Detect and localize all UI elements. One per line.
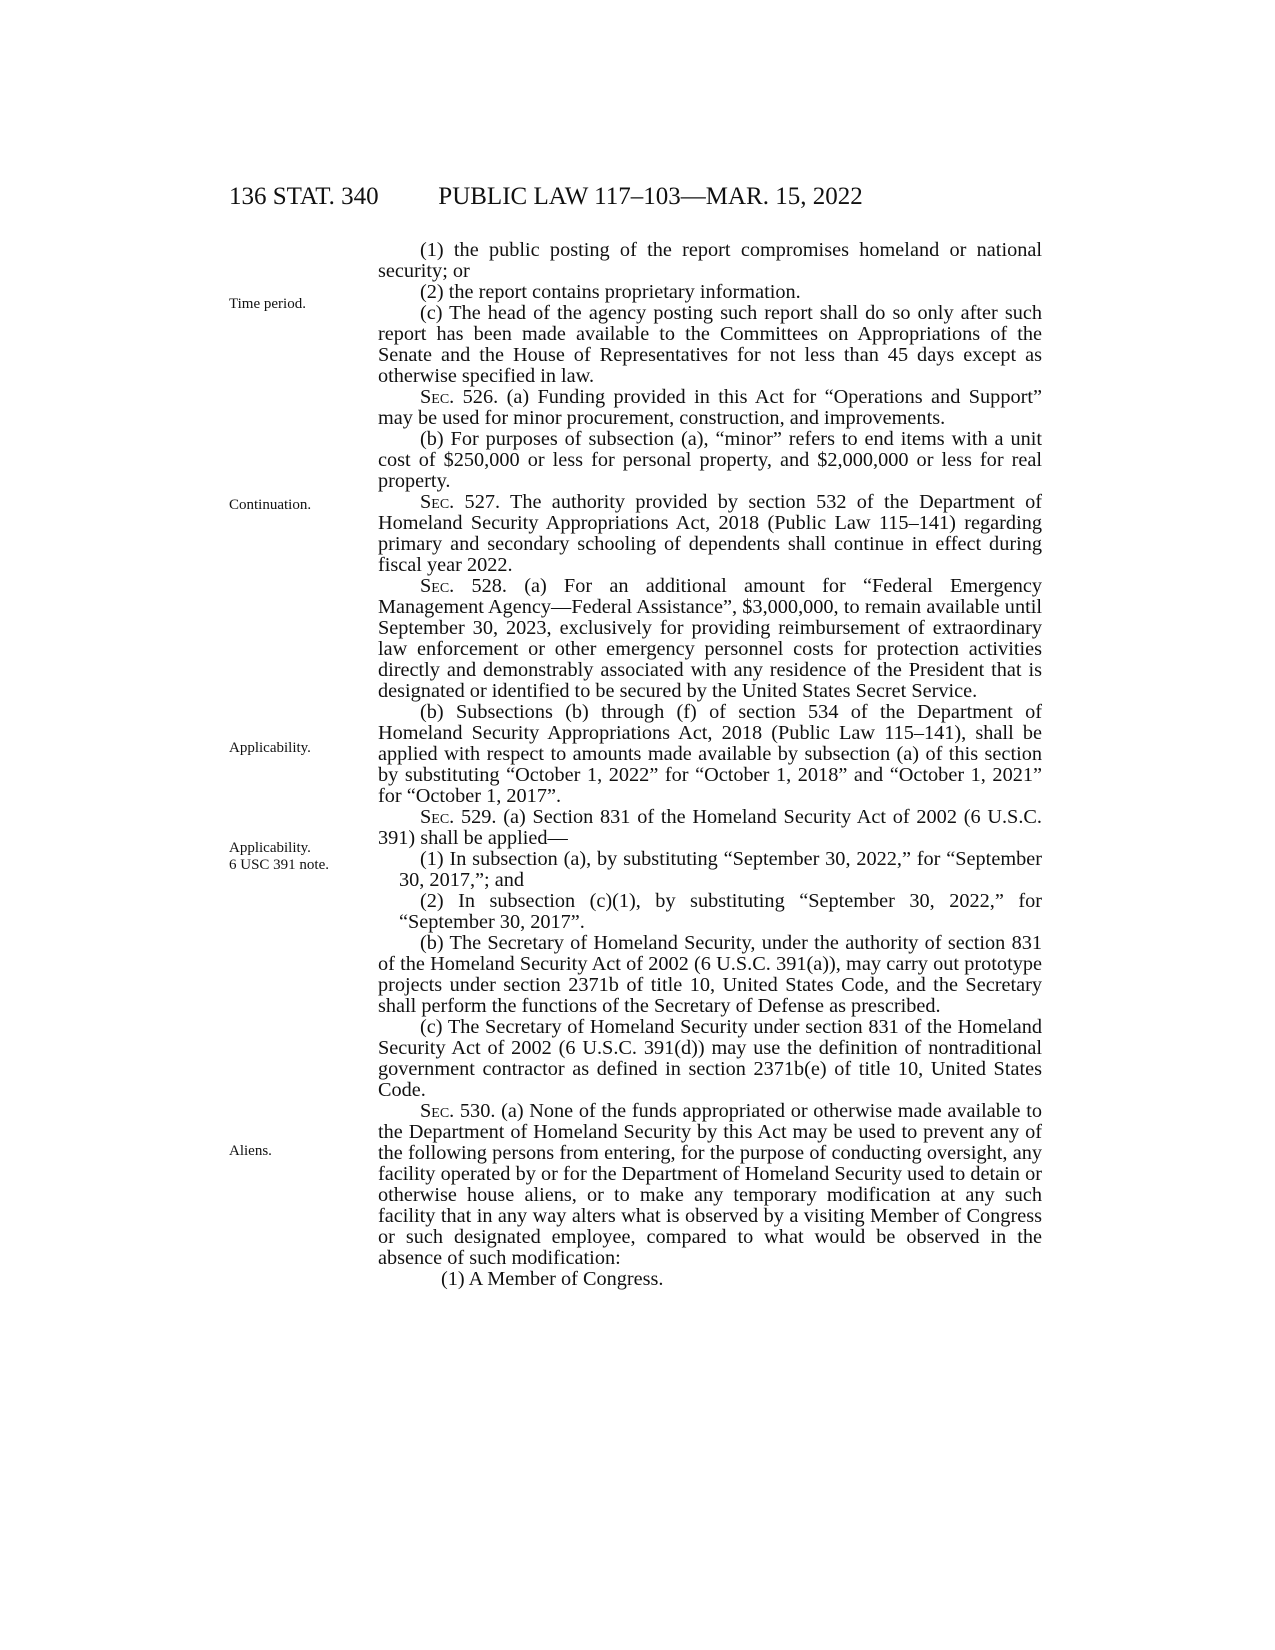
statute-body [378, 240, 1042, 1290]
section-label: Sec. [420, 1100, 455, 1122]
stat-reference: 136 STAT. 340 [229, 183, 379, 210]
section-label: Sec. [420, 386, 455, 408]
paragraph: (2) the report contains proprietary information. [420, 281, 801, 303]
margin-note-applicability: Applicability. [229, 740, 311, 756]
section-text: 529. (a) Section 831 of the Homeland Security Act of 2002 (6 U.S.C. 391) shall be applied— [378, 806, 1042, 849]
margin-note-continuation: Continuation. [229, 497, 312, 513]
section-label: Sec. [420, 575, 455, 597]
section-text: 527. The authority provided by section 532 of the Department of Homeland Security Appropriations Act, 2018 (Public Law 115–141) regarding primary and secondary schooling of dependents shall continue in effect during fiscal year 2022. [378, 491, 1042, 576]
margin-note-time-period: Time period. [229, 296, 306, 312]
margin-note-applicability-2: Applicability. [229, 840, 311, 856]
margin-note-usc: 6 USC 391 note. [229, 857, 330, 873]
paragraph-applicability: (b) Subsections (b) through (f) of section 534 of the Department of Homeland Security Appropriations Act, 2018 (Public Law 115–141), shall be applied with respect to amounts made available by subsection (a) of this section by substituting “October 1, 2022” for “October 1, 2018” and “October 1, 2021” for “October 1, 2017”. [378, 701, 1042, 807]
margin-note-aliens: Aliens. [229, 1143, 272, 1159]
section-text: 526. (a) Funding provided in this Act for “Operations and Support” may be used for minor procurement, construction, and improvements. [378, 386, 1042, 429]
subparagraph: (2) In subsection (c)(1), by substituting “September 30, 2022,” for “September 30, 2017”. [399, 890, 1042, 933]
section-text: 530. (a) None of the funds appropriated or otherwise made available to the Department of Homeland Security by this Act may be used to prevent any of the following persons from entering, for the purpose of conducting oversight, any facility operated by or for the Department of Homeland Security used to detain or otherwise house aliens, or to make any temporary modification at any such facility that in any way alters what is observed by a visiting Member of Congress or such designated employee, compared to what would be observed in the absence of such modification: [378, 1100, 1042, 1269]
page-header [0, 183, 1275, 215]
paragraph: (b) For purposes of subsection (a), “minor” refers to end items with a unit cost of $250,000 or less for personal property, and $2,000,000 or less for real property. [378, 428, 1042, 492]
subparagraph: (1) A Member of Congress. [441, 1268, 664, 1290]
paragraph: (1) the public posting of the report compromises homeland or national security; or [378, 239, 1042, 282]
section-label: Sec. [420, 491, 455, 513]
law-title: PUBLIC LAW 117–103—MAR. 15, 2022 [438, 183, 863, 210]
section-label: Sec. [420, 806, 455, 828]
section-526 [378, 387, 1042, 429]
section-528 [378, 576, 1042, 702]
paragraph: (c) The Secretary of Homeland Security under section 831 of the Homeland Security Act of 2002 (6 U.S.C. 391(d)) may use the definition of nontraditional government contractor as defined in section 2371b(e) of title 10, United States Code. [378, 1016, 1042, 1101]
paragraph-time-period: (c) The head of the agency posting such report shall do so only after such report has been made available to the Committees on Appropriations of the Senate and the House of Representatives for not less than 45 days except as otherwise specified in law. [378, 302, 1042, 387]
section-text: 528. (a) For an additional amount for “Federal Emergency Management Agency—Federal Assistance”, $3,000,000, to remain available until September 30, 2023, exclusively for providing reimbursement of extraordinary law enforcement or other emergency personnel costs for protection activities directly and demonstrably associated with any residence of the President that is designated or identified to be secured by the United States Secret Service. [378, 575, 1042, 702]
subparagraph: (1) In subsection (a), by substituting “September 30, 2022,” for “September 30, 2017,”; and [399, 848, 1042, 891]
section-527 [378, 492, 1042, 576]
paragraph: (b) The Secretary of Homeland Security, under the authority of section 831 of the Homeland Security Act of 2002 (6 U.S.C. 391(a)), may carry out prototype projects under section 2371b of title 10, United States Code, and the Secretary shall perform the functions of the Secretary of Defense as prescribed. [378, 932, 1042, 1017]
section-530 [378, 1101, 1042, 1269]
section-529 [378, 807, 1042, 849]
